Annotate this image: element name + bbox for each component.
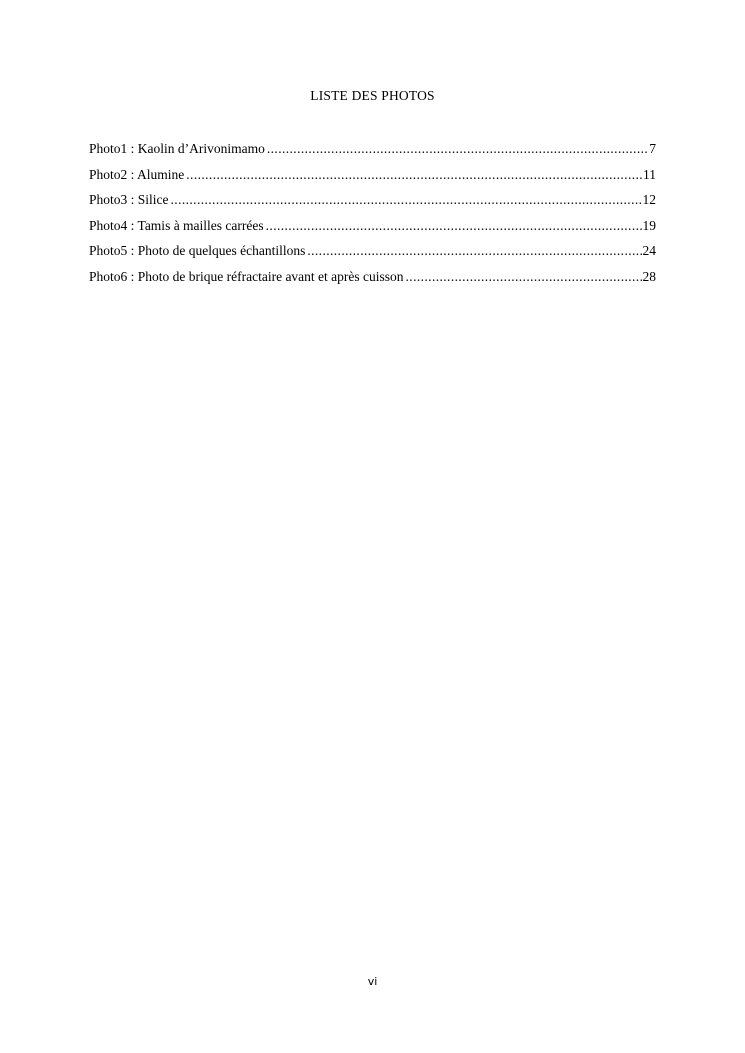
- toc-entry-page: 28: [642, 268, 656, 284]
- toc-entry-label: Photo2 : Alumine: [89, 166, 185, 182]
- toc-entry-label: Photo6 : Photo de brique réfractaire avant et après cuisson: [89, 268, 404, 284]
- dot-leader: [186, 167, 642, 183]
- page-number: vi: [367, 975, 378, 988]
- toc-entry[interactable]: [89, 167, 656, 193]
- toc-entry[interactable]: [89, 192, 656, 218]
- toc-entry-label: Photo1 : Kaolin d’Arivonimamo: [89, 141, 265, 156]
- toc-entry[interactable]: [89, 218, 656, 244]
- toc-entry-page: 11: [643, 166, 656, 182]
- toc-entry-label: Photo4 : Tamis à mailles carrées: [89, 217, 264, 233]
- toc-entry-label: Photo3 : Silice: [89, 192, 169, 207]
- dot-leader: [267, 141, 648, 157]
- toc-entry[interactable]: [89, 243, 656, 269]
- dot-leader: [266, 218, 642, 234]
- toc-entry-page: 12: [642, 192, 656, 207]
- toc-entry-page: 19: [642, 217, 656, 233]
- toc-entry[interactable]: [89, 141, 656, 167]
- toc-entry-label: Photo5 : Photo de quelques échantillons: [89, 243, 306, 258]
- dot-leader: [406, 269, 642, 285]
- photo-list: [89, 141, 656, 294]
- toc-entry-page: 7: [649, 141, 656, 156]
- page-title: LISTE DES PHOTOS: [310, 88, 435, 103]
- dot-leader: [171, 192, 642, 208]
- dot-leader: [307, 243, 641, 259]
- toc-entry-page: 24: [642, 243, 656, 258]
- toc-entry[interactable]: [89, 269, 656, 295]
